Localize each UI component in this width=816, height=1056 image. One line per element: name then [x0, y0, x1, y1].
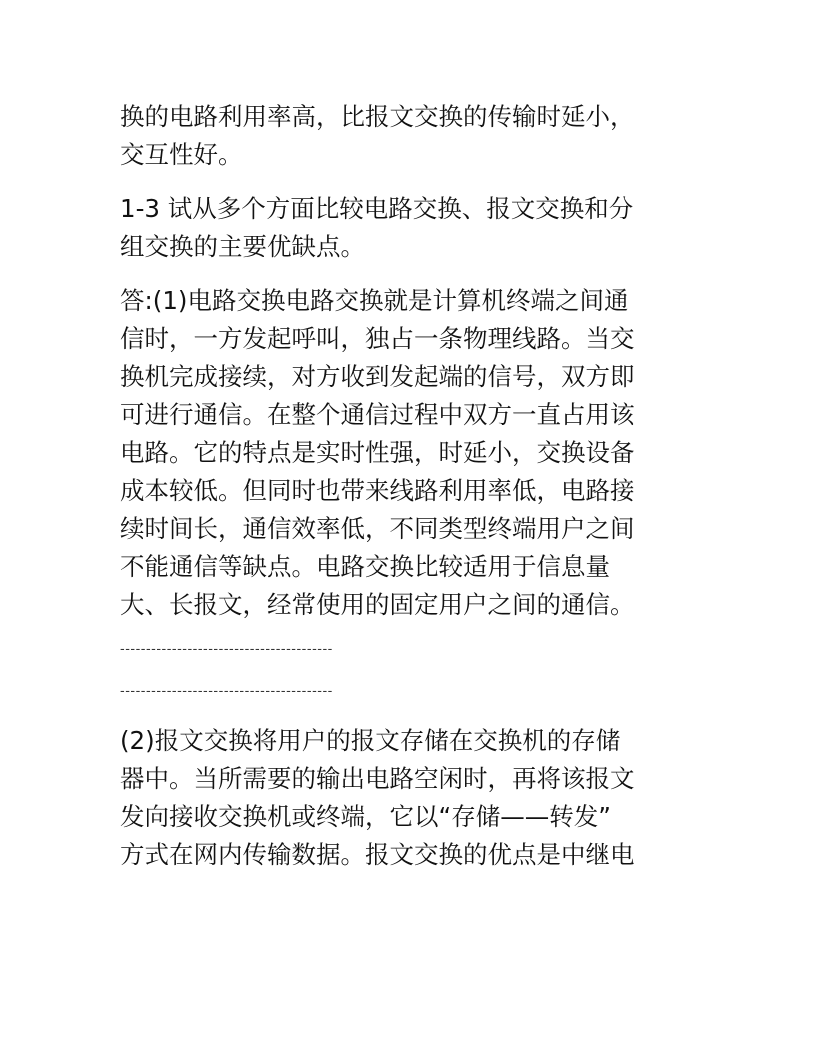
- text-line: 组交换的主要优缺点。: [120, 232, 365, 261]
- text-line: 换机完成接续，对方收到发起端的信号，双方即: [120, 362, 635, 391]
- text-line: 换的电路利用率高，比报文交换的传输时延小，: [120, 102, 635, 131]
- text-line: 续时间长，通信效率低，不同类型终端用户之间: [120, 514, 635, 543]
- text-line: 方式在网内传输数据。报文交换的优点是中继电: [120, 840, 635, 869]
- text-line: 电路。它的特点是实时性强，时延小，交换设备: [120, 438, 635, 467]
- text-line: 器中。当所需要的输出电路空闲时，再将该报文: [120, 764, 635, 793]
- text-line: 发向接收交换机或终端，它以“存储——转发”: [120, 802, 611, 831]
- paragraph-message-switching: [120, 722, 700, 874]
- paragraph-answer-circuit-switching: [120, 282, 700, 624]
- text-line: 大、长报文，经常使用的固定用户之间的通信。: [120, 590, 635, 619]
- dashed-separator: -----------------------------------------: [120, 642, 333, 657]
- text-line: 交互性好。: [120, 140, 243, 169]
- text-line: 信时，一方发起呼叫，独占一条物理线路。当交: [120, 324, 635, 353]
- dashed-separator: -----------------------------------------: [120, 684, 333, 699]
- text-line: (2)报文交换将用户的报文存储在交换机的存储: [120, 726, 621, 755]
- paragraph-intro: [120, 98, 700, 174]
- paragraph-question: [120, 190, 700, 266]
- text-line: 成本较低。但同时也带来线路利用率低，电路接: [120, 476, 635, 505]
- text-line: 可进行通信。在整个通信过程中双方一直占用该: [120, 400, 635, 429]
- text-line: 答:(1)电路交换电路交换就是计算机终端之间通: [120, 286, 629, 315]
- text-line: 1-3 试从多个方面比较电路交换、报文交换和分: [120, 194, 634, 223]
- document-body: [120, 98, 700, 890]
- text-line: 不能通信等缺点。电路交换比较适用于信息量: [120, 552, 610, 581]
